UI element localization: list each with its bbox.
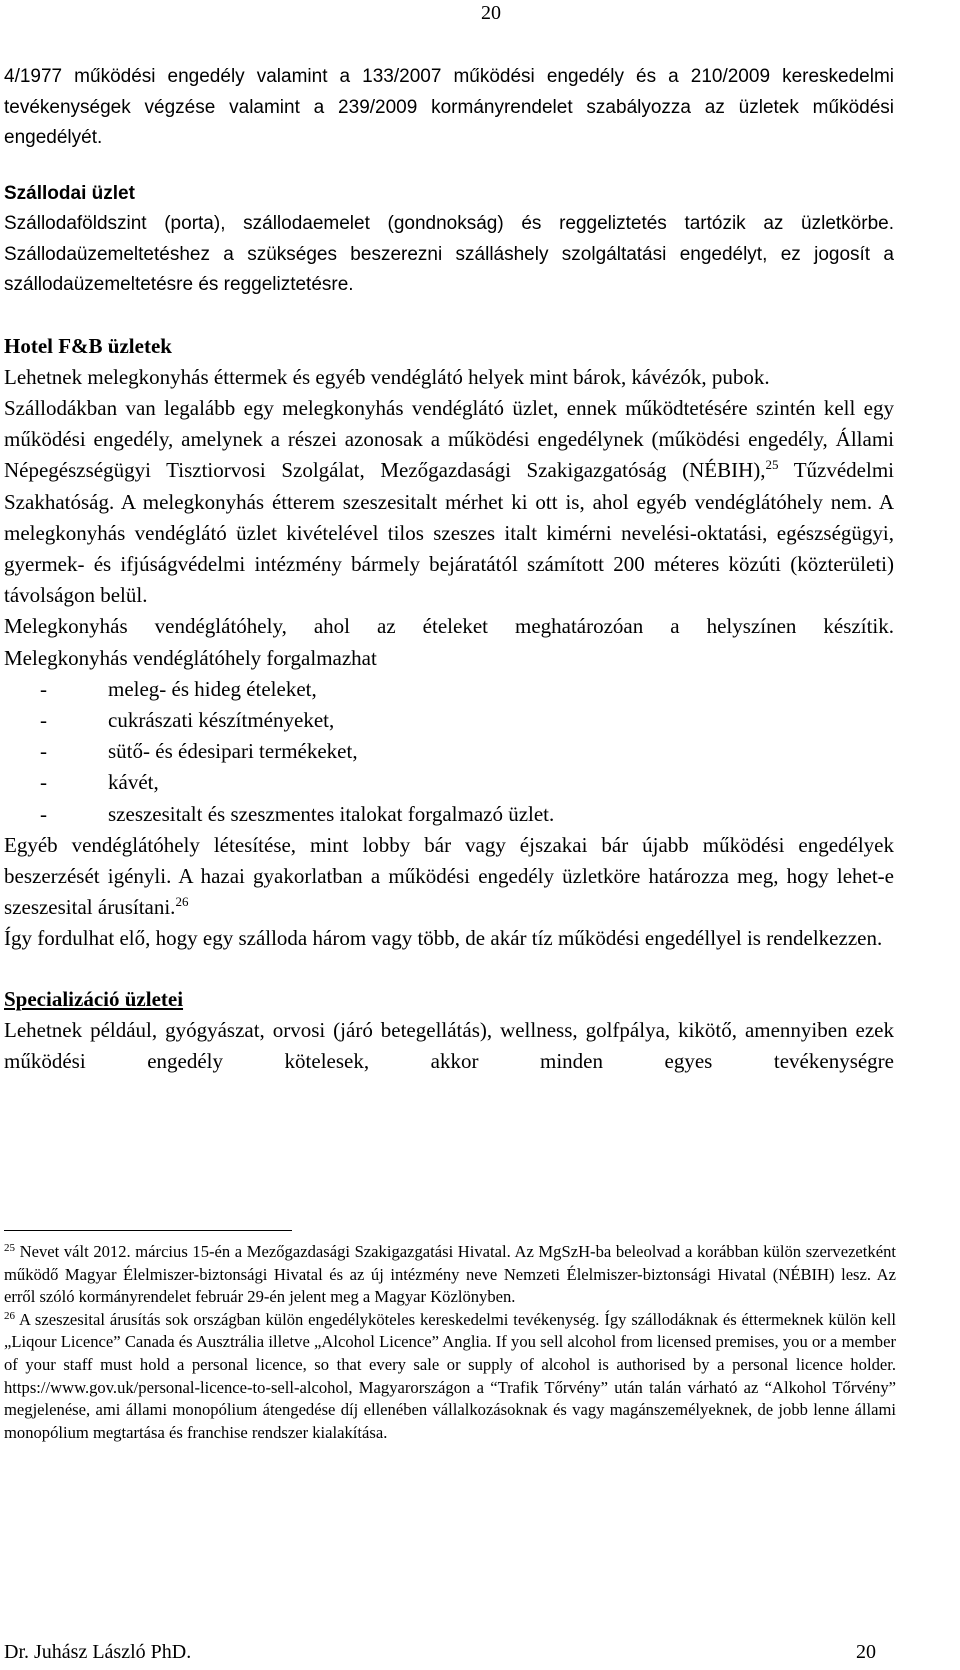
fb-paragraph-5-text: Egyéb vendéglátóhely létesítése, mint lobby bár vagy éjszakai bár újabb működési engedélyek beszerzését igényli. A hazai gyakorlatban a működési engedély üzletköre határozza meg, hogy lehet-e szeszesital árusítani. bbox=[4, 832, 894, 920]
fb-paragraph-2-text-b: Tűzvédelmi Szakhatóság. A melegkonyhás étterem szeszesitalt mérhet ki ott is, ahol egyéb vendéglátóhely nem. A melegkonyhás vendéglátó üzlet kivételével tilos szeszes italt kimérni nevelési-oktatási, egészségügyi, gyermek- és ifjúságvédelmi intézmény bármely bejáratától számított 200 méteres közúti (közterületi) távolságon belül. bbox=[4, 458, 894, 608]
section-heading-fb: Hotel F&B üzletek bbox=[4, 333, 172, 358]
footnote-26 bbox=[4, 1309, 896, 1445]
fb-paragraph-4: Melegkonyhás vendéglátóhely forgalmazhat bbox=[4, 645, 377, 670]
list-item bbox=[4, 767, 894, 798]
intro-paragraph: 4/1977 működési engedély valamint a 133/2007 működési engedély és a 210/2009 kereskedelmi tevékenységek végzése valamint a 239/2009 kormányrendelet szabályozza az üzletek működési engedélyét. bbox=[4, 66, 894, 148]
list-item bbox=[4, 705, 894, 736]
hotel-shop-paragraph: Szállodaföldszint (porta), szállodaemelet (gondnokság) és reggeliztetés tartózik az üzletkörbe. Szállodaüzemeltetéshez a szükséges beszerezni szálláshely szolgáltatási engedélyt, ez jogosít a szállodaüzemeltetésre és reggeliztetésre. bbox=[4, 213, 894, 295]
list-item-text: kávét, bbox=[108, 770, 159, 795]
footnotes bbox=[4, 1241, 896, 1444]
list-item-text: meleg- és hideg ételeket, bbox=[108, 676, 317, 701]
footnote-25 bbox=[4, 1241, 896, 1309]
footnote-text: A szeszesital árusítás sok országban külön engedélyköteles kereskedelmi tevékenység. Így szállodáknak és éttermeknek külön kell „Liqour Licence” Canada és Ausztrália illetve „Alcohol Licence” Anglia. If you sell alcohol from licensed premises, you or a member of your staff must hold a personal licence, so that every sale or supply of alcohol is authorised by a personal licence holder. https://www.gov.uk/personal-licence-to-sell-alcohol, Magyarországon a “Trafik Tőrvény” után talán várható az “Alkohol Tőrvény” megjelenése, ami állami monopólium átengedése díj ellenében vállalkozásoknak és vagy magánszemélyeknek, de jobb lenne állami monopólium megtartása és franchise rendszer kialakítása. bbox=[4, 1309, 896, 1442]
list-dash: - bbox=[40, 707, 47, 732]
footnote-ref-25[interactable]: 25 bbox=[765, 457, 779, 473]
list-dash: - bbox=[40, 739, 47, 764]
footnote-ref-26[interactable]: 26 bbox=[175, 894, 189, 910]
list-dash: - bbox=[40, 801, 47, 826]
list-item-text: cukrászati készítményeket, bbox=[108, 707, 335, 732]
list-item-text: sütő- és édesipari termékeket, bbox=[108, 739, 358, 764]
page-number-bottom: 20 bbox=[856, 1641, 876, 1663]
fb-paragraph-5 bbox=[4, 830, 894, 924]
section-heading-hotel-shop: Szállodai üzlet bbox=[4, 182, 135, 204]
page-number-top: 20 bbox=[481, 2, 501, 24]
list-item bbox=[4, 736, 894, 767]
fb-paragraph-1: Lehetnek melegkonyhás éttermek és egyéb vendéglátó helyek mint bárok, kávézók, pubok. bbox=[4, 364, 770, 389]
list-item bbox=[4, 674, 894, 705]
footer-author: Dr. Juhász László PhD. bbox=[4, 1641, 192, 1663]
main-content bbox=[4, 62, 894, 1077]
fb-paragraph-3: Melegkonyhás vendéglátóhely, ahol az ételeket meghatározóan a helyszínen készítik. bbox=[4, 614, 894, 639]
list-item-text: szeszesitalt és szeszmentes italokat forgalmazó üzlet. bbox=[108, 801, 555, 826]
footnote-separator bbox=[4, 1230, 292, 1231]
list-dash: - bbox=[40, 676, 47, 701]
footnote-text: Nevet vált 2012. március 15-én a Mezőgazdasági Szakigazgatási Hivatal. Az MgSzH-ba beleolvad a korábban külön szervezetként működő Magyar Élelmiszer-biztonsági Hivatal és az új intézmény neve Nemzeti Élelmiszer-biztonsági Hivatal (NÉBIH) lesz. Az erről szóló kormányrendelet február 29-én jelent meg a Magyar Közlönyben. bbox=[4, 1242, 896, 1307]
list-item bbox=[4, 799, 894, 830]
fb-paragraph-6: Így fordulhat elő, hogy egy szálloda három vagy több, de akár tíz működési engedéllyel is rendelkezzen. bbox=[4, 926, 883, 951]
section-heading-specialization: Specializáció üzletei bbox=[4, 986, 184, 1011]
fb-paragraph-2 bbox=[4, 393, 894, 611]
offer-list bbox=[4, 674, 894, 830]
footnote-number: 26 bbox=[4, 1309, 15, 1322]
specialization-paragraph: Lehetnek például, gyógyászat, orvosi (járó betegellátás), wellness, golfpálya, kikötő, amennyiben ezek működési engedély kötelesek, akkor minden egyes tevékenységre bbox=[4, 1017, 894, 1073]
list-dash: - bbox=[40, 770, 47, 795]
fb-paragraph-2-text-a: Szállodákban van legalább egy melegkonyhás vendéglátó üzlet, ennek működtetésére szintén kell egy működési engedély, amelynek a részei azonosak a működési engedélynek (működési engedély, Állami Népegészségügyi Tisztiorvosi Szolgálat, Mezőgazdasági Szakigazgatóság (NÉBIH), bbox=[4, 395, 894, 483]
footnote-number: 25 bbox=[4, 1242, 15, 1254]
